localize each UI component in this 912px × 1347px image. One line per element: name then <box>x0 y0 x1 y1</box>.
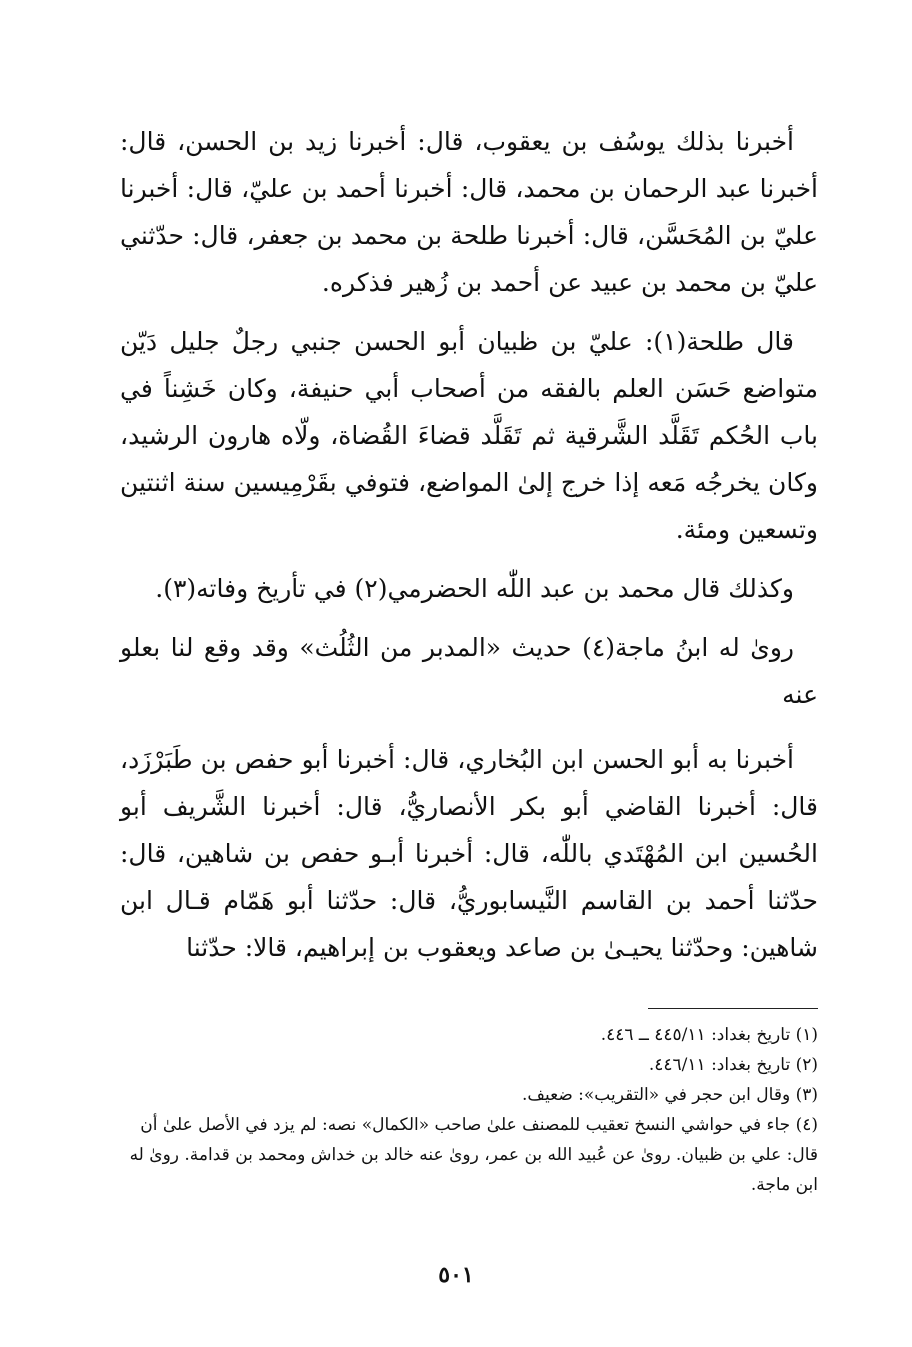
footnote-3: (٣) وقال ابن حجر في «التقريب»: ضعيف. <box>522 1085 818 1105</box>
page-number: ٥٠١ <box>438 1262 474 1288</box>
footnote-1: (١) تاريخ بغداد: ٤٤٥/١١ ــ ٤٤٦. <box>600 1025 818 1045</box>
paragraph-biography: قال طلحة(١): عليّ بن ظبيان أبو الحسن جنبي رجلٌ جليل دَيّن متواضع حَسَن العلم بالفقه من أصحاب أبي حنيفة، وكان خَشِناً في باب الحُكم تَقَلَّد الشَّرقية ثم تَقَلَّد قضاءَ القُضاة، ولّاه هارون الرشيد، وكان يخرجُه مَعه إذا خرج إلىٰ المواضع، فتوفي بقَرْمِيسين سنة اثنتين وتسعين ومئة. <box>120 327 818 544</box>
main-text <box>120 118 818 983</box>
paragraph-death-date: وكذلك قال محمد بن عبد اللّٰه الحضرمي(٢) في تأريخ وفاته(٣). <box>155 574 794 603</box>
footnote-4: (٤) جاء في حواشي النسخ تعقيب للمصنف علىٰ صاحب «الكمال» نصه: لم يزد في الأصل علىٰ أن قال: علي بن ظبيان. روىٰ عن عُبيد الله بن عمر، روىٰ عنه خالد بن خداش ومحمد بن قدامة. روىٰ له ابن ماجة. <box>129 1115 818 1195</box>
paragraph-chain-2: أخبرنا به أبو الحسن ابن البُخاري، قال: أخبرنا أبو حفص بن طَبَرْزَد، قال: أخبرنا القاضي أبو بكر الأنصاريُّ، قال: أخبرنا الشَّريف أبو الحُسين ابن المُهْتَدي باللّٰه، قال: أخبرنا أبـو حفص بن شاهين، قال: حدّثنا أحمد بن القاسم النَّيسابوريُّ، قال: حدّثنا أبو هَمّام قـال ابن شاهين: وحدّثنا يحيـىٰ بن صاعد ويعقوب بن إبراهيم، قالا: حدّثنا <box>120 745 818 962</box>
paragraph-chain-1: أخبرنا بذلك يوسُف بن يعقوب، قال: أخبرنا زيد بن الحسن، قال: أخبرنا عبد الرحمان بن محمد، قال: أخبرنا أحمد بن عليّ، قال: أخبرنا عليّ بن المُحَسَّن، قال: أخبرنا طلحة بن محمد بن جعفر، قال: حدّثني عليّ بن محمد بن عبيد عن أحمد بن زُهير فذكره. <box>120 127 818 297</box>
paragraph-ibn-majah: رویٰ له ابنُ ماجة(٤) حديث «المدبر من الثُلُث» وقد وقع لنا بعلو عنه <box>120 633 818 709</box>
footnotes <box>118 1020 818 1200</box>
footnote-separator <box>648 1008 818 1009</box>
footnote-2: (٢) تاريخ بغداد: ٤٤٦/١١. <box>648 1055 818 1075</box>
